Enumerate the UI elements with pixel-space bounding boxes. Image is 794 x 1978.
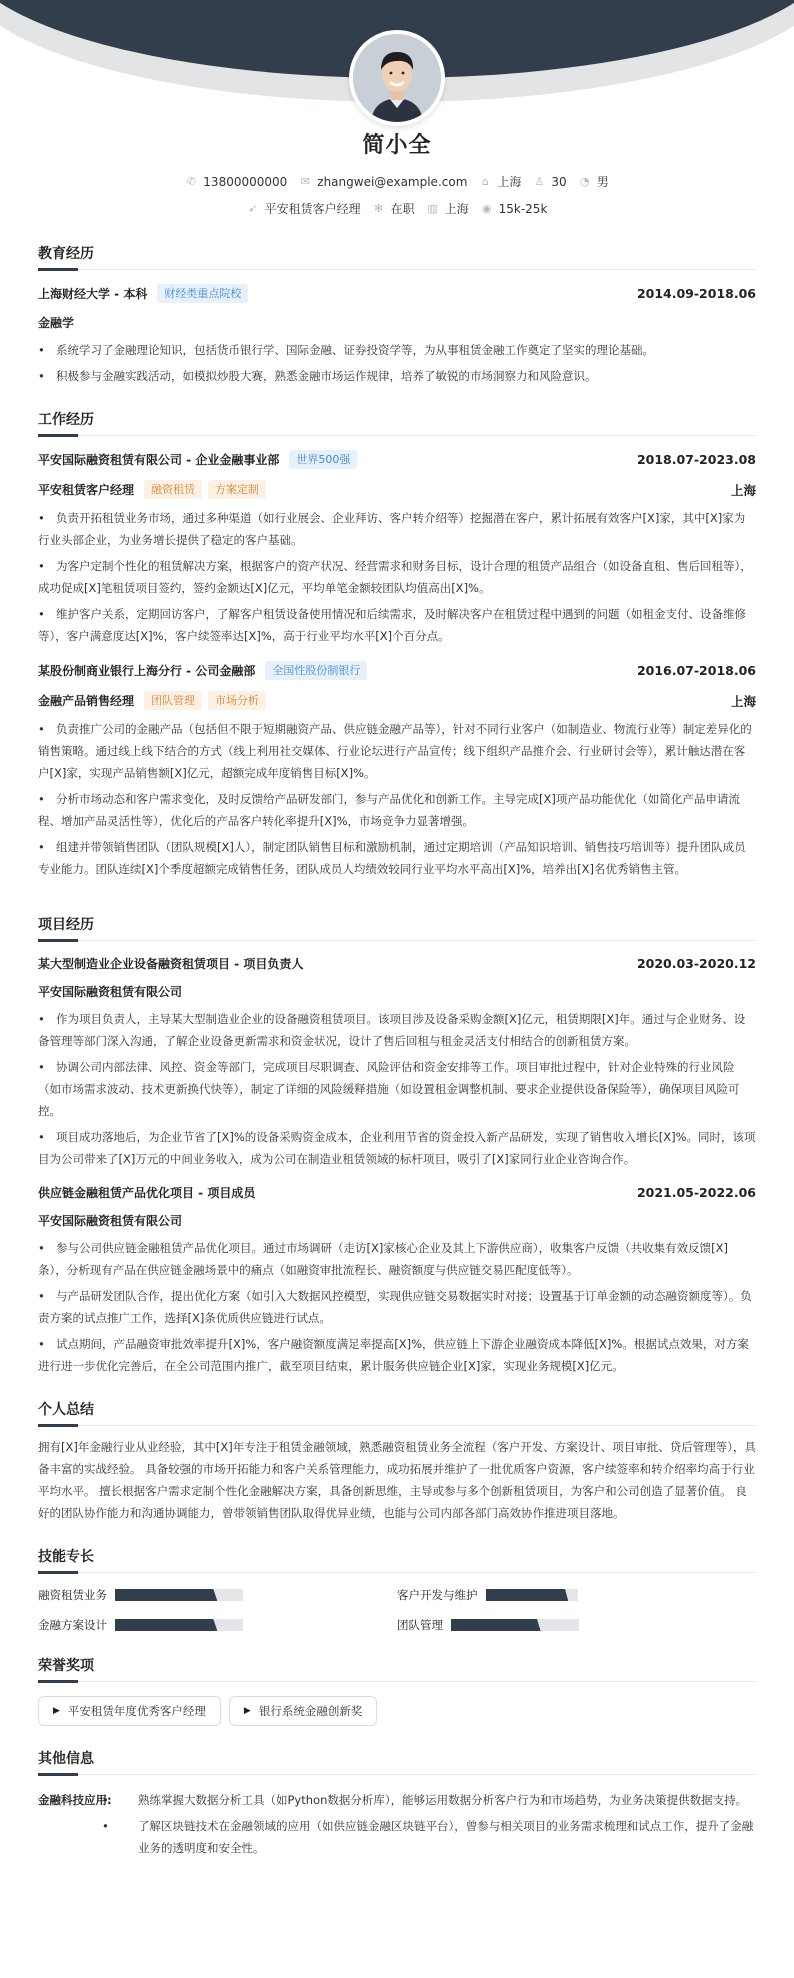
skill-bar-fill [451, 1619, 541, 1631]
summary-text: 拥有[X]年金融行业从业经验，其中[X]年专注于租赁金融领域，熟悉融资租赁业务全流程（客户开发、方案设计、项目审批、贷后管理等），具备丰富的实战经验。 具备较强的市场开拓能力和客户关系管理能力，成功拓展并维护了一批优质客户资源，客户续签率和转介绍率均高于行业平均水平。 擅长根据客户需求定制个性化金融解决方案，具备创新思维，主导或参与多个创新租赁项目，为客户和公司创造了显著价值。 良好的团队协作能力和沟通协调能力，曾带领销售团队取得优异业绩，也能与公司内部各部门高效协作推进项目落地。 [38, 1440, 756, 1520]
company-tag: 世界500强 [289, 450, 357, 469]
skill-bar [451, 1619, 579, 1631]
gender-value: 男 [596, 175, 609, 189]
list-item: • 为客户定制个性化的租赁解决方案，根据客户的资产状况、经营需求和财务目标，设计合理的租赁产品组合（如设备直租、售后回租等），成功促成[X]笔租赁项目签约，签约金额达[X]亿元，平均单笔金额较团队均值高出[X]%。 [38, 555, 756, 599]
status-value: 在职 [390, 202, 415, 216]
award-item [229, 1696, 377, 1726]
skill-bar-fill [115, 1619, 217, 1631]
list-item: • 协调公司内部法律、风控、资金等部门，完成项目尽职调查、风险评估和资金安排等工作。项目审批过程中，针对企业特殊的行业风险（如市场需求波动、技术更新换代快等），制定了详细的风险缓释措施（如设置租金调整机制、要求企业提供设备保险等），确保项目风险可控。 [38, 1056, 756, 1122]
person-portrait-icon [353, 34, 441, 122]
avatar [349, 30, 445, 126]
work-bullets [38, 718, 756, 880]
list-item: • 参与公司供应链金融租赁产品优化项目。通过市场调研（走访[X]家核心企业及其上下游供应商），收集客户反馈（共收集有效反馈[X]条），分析现有产品在供应链金融场景中的痛点（如融资审批流程长、融资额度与供应链交易匹配度低等）。 [38, 1237, 756, 1281]
work-date: 2018.07-2023.08 [636, 452, 756, 467]
list-item: • 负责开拓租赁业务市场，通过多种渠道（如行业展会、企业拜访、客户转介绍等）挖掘潜在客户，累计拓展有效客户[X]家，其中[X]家为行业头部企业，为业务增长提供了稳定的客户基础。 [38, 507, 756, 551]
section-summary [38, 1399, 756, 1524]
list-item: • 作为项目负责人，主导某大型制造业企业的设备融资租赁项目。该项目涉及设备采购金额[X]亿元，租赁期限[X]年。通过与企业财务、设备管理等部门深入沟通，了解企业设备更新需求和资金状况，设计了售后回租与租金灵活支付相结合的创新租赁方案。 [38, 1008, 756, 1052]
email-value: zhangwei@example.com [317, 174, 468, 189]
mail-icon: ✉ [300, 175, 310, 188]
section-title: 工作经历 [38, 409, 756, 436]
role [38, 691, 266, 710]
list-item: • 试点期间，产品融资审批效率提升[X]%，客户融资额度满足率提高[X]%，供应链上下游企业融资成本降低[X]%。根据试点效果，对方案进行进一步优化完善后，在全公司范围内推广，截至项目结束，累计服务供应链企业[X]家，实现业务规模[X]亿元。 [38, 1333, 756, 1377]
work-location: 上海 [730, 693, 756, 709]
education-date: 2014.09-2018.06 [636, 286, 756, 301]
list-item: • 维护客户关系，定期回访客户，了解客户租赁设备使用情况和后续需求，及时解决客户在租赁过程中遇到的问题（如租金支付、设备维修等），客户满意度达[X]%，客户续签率达[X]%，高于行业平均水平[X]个百分点。 [38, 603, 756, 647]
role-name: 金融产品销售经理 [38, 694, 135, 708]
role-tag: 市场分析 [208, 691, 266, 710]
skill-name: 融资租赁业务 [38, 1588, 107, 1602]
city-value: 上海 [444, 202, 469, 216]
skill-item [38, 1617, 397, 1633]
role [38, 480, 266, 499]
project-bullets [38, 1237, 756, 1377]
target-position-icon: ➶ [247, 202, 258, 215]
company [38, 450, 357, 469]
list-item: • 熟练掌握大数据分析工具（如Python数据分析库），能够运用数据分析客户行为和市场趋势，为业务决策提供数据支持。 [120, 1789, 756, 1811]
major: 金融学 [38, 316, 75, 330]
company [38, 661, 367, 680]
section-title: 教育经历 [38, 243, 756, 270]
role-tag: 方案定制 [208, 480, 266, 499]
work-entry [38, 661, 756, 880]
intent-city [427, 200, 469, 217]
award-name: 银行系统金融创新奖 [258, 1704, 363, 1718]
other-label: 金融科技应用: [38, 1793, 112, 1807]
awards-list [38, 1696, 756, 1726]
triangle-right-icon: ▶ [243, 1706, 251, 1716]
work-bullets [38, 507, 756, 647]
section-work [38, 409, 756, 880]
salary-icon: ◉ [481, 202, 492, 215]
project-name: 某大型制造业企业设备融资租赁项目 - 项目负责人 [38, 957, 304, 971]
skill-bar [115, 1589, 243, 1601]
list-item: • 系统学习了金融理论知识，包括货币银行学、国际金融、证券投资学等，为从事租赁金融工作奠定了坚实的理论基础。 [38, 339, 756, 361]
skill-name: 客户开发与维护 [397, 1588, 478, 1602]
list-item: • 了解区块链技术在金融领域的应用（如供应链金融区块链平台），曾参与相关项目的业务需求梳理和试点工作，提升了金融业务的透明度和安全性。 [120, 1815, 756, 1859]
triangle-right-icon: ▶ [53, 1706, 60, 1716]
phone-value: 13800000000 [203, 174, 288, 189]
section-awards [38, 1655, 756, 1726]
education-bullets [38, 339, 756, 387]
skill-bar-fill [486, 1589, 569, 1601]
job-intent-row [0, 200, 794, 217]
award-item [38, 1696, 221, 1726]
contact-email [299, 175, 467, 189]
contact-age [533, 175, 566, 189]
list-item: • 负责推广公司的金融产品（包括但不限于短期融资产品、供应链金融产品等），针对不同行业客户（如制造业、物流行业等）制定差异化的销售策略。通过线上线下结合的方式（线上利用社交媒体、行业论坛进行产品宣传；线下组织产品推介会、行业研讨会等），累计触达潜在客户[X]家，实现产品销售额[X]亿元，超额完成年度销售目标[X]%。 [38, 718, 756, 784]
avatar-photo [353, 34, 441, 122]
location-value: 上海 [497, 175, 522, 189]
contact-gender [579, 173, 609, 190]
intent-position [247, 200, 361, 217]
skill-bar [486, 1589, 578, 1601]
salary-value: 15k-25k [498, 201, 548, 216]
role-tag: 团队管理 [144, 691, 202, 710]
section-title: 其他信息 [38, 1748, 756, 1775]
section-skills [38, 1546, 756, 1633]
role-tag: 融资租赁 [144, 480, 202, 499]
status-icon: ✻ [373, 202, 384, 215]
project-org: 平安国际融资租赁有限公司 [38, 985, 183, 999]
company-tag: 全国性股份制银行 [265, 661, 367, 680]
project-name: 供应链金融租赁产品优化项目 - 项目成员 [38, 1186, 256, 1200]
section-education [38, 243, 756, 387]
list-item: • 分析市场动态和客户需求变化，及时反馈给产品研发部门，参与产品优化和创新工作。主导完成[X]项产品功能优化（如简化产品申请流程、增加产品灵活性等），优化后的产品客户转化率提升[X]%，市场竞争力显著增强。 [38, 788, 756, 832]
section-other [38, 1748, 756, 1863]
skill-name: 团队管理 [397, 1618, 443, 1632]
section-title: 项目经历 [38, 914, 756, 941]
phone-icon: ✆ [186, 175, 196, 188]
list-item: • 积极参与金融实践活动，如模拟炒股大赛，熟悉金融市场运作规律，培养了敏锐的市场洞察力和风险意识。 [38, 365, 756, 387]
skills-grid [38, 1587, 756, 1633]
section-title: 技能专长 [38, 1546, 756, 1573]
skill-item [397, 1617, 756, 1633]
skill-bar [115, 1619, 243, 1631]
education-entry [38, 284, 756, 387]
contact-phone [185, 175, 287, 189]
work-entry [38, 450, 756, 647]
gender-icon: ◔ [579, 175, 590, 188]
skill-name: 金融方案设计 [38, 1618, 107, 1632]
work-date: 2016.07-2018.06 [636, 663, 756, 678]
section-title: 荣誉奖项 [38, 1655, 756, 1682]
list-item: • 项目成功落地后，为企业节省了[X]%的设备采购资金成本，企业利用节省的资金投入新产品研发，实现了销售收入增长[X]%。同时，该项目为公司带来了[X]万元的中间业务收入，成为公司在制造业租赁领域的标杆项目，吸引了[X]家同行业企业咨询合作。 [38, 1126, 756, 1170]
candidate-name: 简小全 [362, 133, 432, 158]
resume-header [0, 0, 794, 120]
school-tag: 财经类重点院校 [157, 284, 248, 303]
project-entry [38, 955, 756, 1170]
skill-bar-fill [115, 1589, 217, 1601]
project-date: 2021.05-2022.06 [636, 1185, 756, 1200]
contact-location [479, 173, 521, 190]
position-value: 平安租赁客户经理 [264, 202, 361, 216]
role-name: 平安租赁客户经理 [38, 483, 135, 497]
list-item: • 组建并带领销售团队（团队规模[X]人），制定团队销售目标和激励机制，通过定期培训（产品知识培训、销售技巧培训等）提升团队成员专业能力。团队连续[X]个季度超额完成销售任务，团队成员人均绩效较同行业平均水平高出[X]%，培养出[X]名优秀销售主管。 [38, 836, 756, 880]
school-name: 上海财经大学 - 本科 [38, 287, 148, 301]
project-entry [38, 1184, 756, 1377]
other-info [38, 1789, 756, 1863]
company-name: 某股份制商业银行上海分行 - 公司金融部 [38, 664, 256, 678]
section-projects [38, 914, 756, 1377]
award-name: 平安租赁年度优秀客户经理 [67, 1704, 206, 1718]
work-location: 上海 [730, 482, 756, 498]
list-item: • 与产品研发团队合作，提出优化方案（如引入大数据风控模型，实现供应链交易数据实时对接；设置基于订单金额的动态融资额度等）。负责方案的试点推广工作，选择[X]条优质供应链进行试点。 [38, 1285, 756, 1329]
section-title: 个人总结 [38, 1399, 756, 1426]
home-icon: ⌂ [481, 175, 489, 188]
project-bullets [38, 1008, 756, 1170]
project-org: 平安国际融资租赁有限公司 [38, 1214, 183, 1228]
age-icon: ♙ [534, 175, 545, 188]
company-name: 平安国际融资租赁有限公司 - 企业金融事业部 [38, 453, 280, 467]
school-degree [38, 284, 248, 303]
other-bullets [120, 1789, 756, 1863]
city-building-icon: ▥ [427, 202, 438, 215]
age-value: 30 [551, 174, 567, 189]
intent-status [373, 200, 415, 217]
skill-item [38, 1587, 397, 1603]
intent-salary [481, 202, 548, 216]
contact-info-row [0, 173, 794, 190]
skill-item [397, 1587, 756, 1603]
project-date: 2020.03-2020.12 [636, 956, 756, 971]
